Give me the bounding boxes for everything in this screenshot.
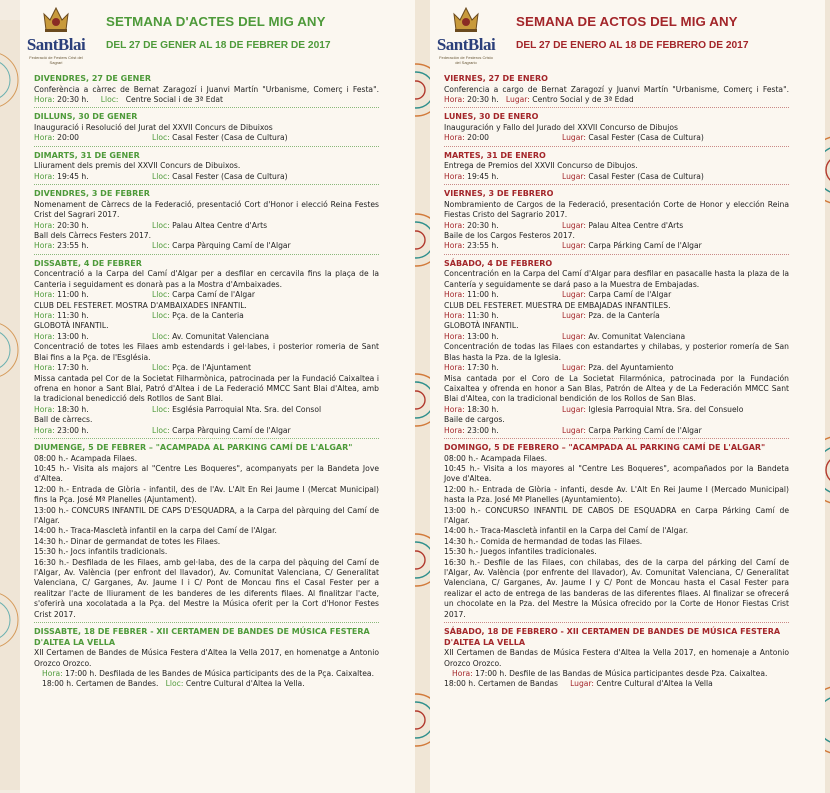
event-time-place: Hora: 19:45 h. Lloc: Casal Fester (Casa de Cultura): [34, 171, 288, 181]
event-time-place: Hora: 23:00 h. Lloc: Carpa Pàrquing Camí de l'Algar: [34, 425, 291, 435]
schedule-line: 14:30 h.- Comida de hermandad de todas las Filaes.: [444, 536, 643, 546]
event-text: GLOBOTÀ INFANTIL.: [444, 321, 519, 331]
programme-content: [34, 74, 379, 696]
event-time-place: Hora: 11:30 h. Lloc: Pça. de la Canteria: [34, 311, 244, 321]
event-text: Nomenament de Càrrecs de la Federació, presentació Cort d'Honor i elecció Reina Festes Crist del Sagrari 2017.: [34, 199, 379, 220]
day-heading: DIVENDRES, 3 DE FEBRER: [34, 189, 150, 199]
day-section-4-febrero: [444, 259, 789, 439]
event-time-place: Hora: 20:30 h. Lugar: Palau Altea Centre d'Arts: [444, 220, 684, 230]
programme-content: [444, 74, 789, 696]
event-text: Concentración de todas las Filaes con estandartes y chilabas, y posterior romería de San Blas hasta la Pza. de la Iglesia.: [444, 342, 789, 362]
event-time-place: Hora: 18:30 h. Lugar: Iglesia Parroquial Ntra. Sra. del Consuelo: [444, 404, 744, 414]
day-section-5-febrer: [34, 443, 379, 623]
event-time-place: Hora: 11:30 h. Lugar: Pza. de la Cantería: [444, 311, 660, 321]
event-text: GLOBOTÀ INFANTIL.: [34, 321, 109, 331]
event-time-place: Hora: 17:30 h. Lugar: Pza. del Ayuntamiento: [444, 363, 674, 373]
day-section-31-gener: [34, 151, 379, 185]
day-heading: DISSABTE, 18 DE FEBRER - XII CERTAMEN DE BANDES DE MÚSICA FESTERA D'ALTEA LA VELLA: [34, 627, 370, 647]
sant-blai-logo: [436, 4, 496, 65]
event-text: Inauguració i Resolució del Jurat del XXVII Concurs de Dibuixos: [34, 123, 273, 132]
schedule-line: 16:30 h.- Desfile de las Filaes, con chilabas, des de la carpa del párking del Camí de l'Algar, Av. València (por enfrente del llavador), Av. Comunitat Valenciana, C/ Generalitat Valenciana, C/ Garganes, Av. Jaume I y C/ Pont de Moncau hasta el Casal Fester para realizar el acto de entrega de las banderas de las diferentes filaes. Al finalizar se ofrecerá un chocolate en la Pza. del Mestre la Música ofrecido por la Corte de Honor Fiestas Crist 2017.: [444, 557, 789, 619]
event-time-place: Hora: 20:00 Lloc: Casal Fester (Casa de Cultura): [34, 133, 288, 143]
logo-subtext: Federación de Festeros Cristo del Sagrario: [439, 55, 493, 65]
event-text: Ball dels Càrrecs Festers 2017.: [34, 231, 152, 241]
schedule-line: 12:00 h.- Entrada de Glòria - infantil, des de l'Av. L'Alt En Rei Jaume I (Mercat Municipal) fins la Pça. José Mª Planelles (Ajuntament).: [34, 484, 379, 505]
day-heading: SÁBADO, 18 DE FEBRERO - XII CERTAMEN DE BANDES DE MÚSICA FESTERA D'ALTEA LA VELLA: [444, 627, 781, 647]
day-section-30-enero: [444, 112, 789, 146]
event-text: Concentració a la Carpa del Camí d'Algar per a desfilar en cercavila fins la plaça de la Canteria i seguidament es donarà pas a la Mostra d'Ambaixades.: [34, 269, 379, 289]
event-time-place: Hora: 23:00 h. Lugar: Carpa Parking Camí de l'Algar: [444, 425, 702, 435]
page-title: SETMANA D'ACTES DEL MIG ANY: [106, 14, 326, 29]
schedule-line: 08:00 h.- Acampada Filaes.: [34, 453, 138, 463]
schedule-line: 13:00 h.- CONCURSO INFANTIL DE CABOS DE ESQUADRA en Carpa Párking Camí de l'Algar.: [444, 505, 789, 525]
event-text: Concentració de totes les Filaes amb estendards i gel·labes, i posterior romeria de Sant Blai fins a la Pça. de l'Església.: [34, 342, 379, 362]
day-section-30-gener: [34, 112, 379, 146]
event-text: Misa cantada por el Coro de La Societat Filarmónica, patrocinada por la Fundación Caixaltea y ofrenda en honor a San Blas, Patrón de Altea y de La Federación MMCC Sant Blai d'Altea, con la tradicional bendición de los Rollos de San Blas.: [444, 373, 789, 404]
day-section-18-febrer: [34, 627, 379, 692]
event-text: Baile de cargos.: [444, 415, 505, 425]
day-section-3-febrero: [444, 189, 789, 255]
schedule-line: 12:00 h.- Entrada de Glòria - infanti, desde Av. L'Alt En Rei Jaume I (Mercado Municipal) hasta la Pza. José Mª Planelles (Ayuntamiento).: [444, 484, 789, 505]
event-time-place: Hora: 20:00 Lugar: Casal Fester (Casa de Cultura): [444, 133, 704, 143]
event-text: Lliurament dels premis del XXVII Concurs de Dibuixos.: [34, 161, 241, 171]
event-text: 18:00 h. Certamen de Bandas Lugar: Centre Cultural d'Altea la Vella: [444, 679, 713, 689]
day-heading: DIVENDRES, 27 DE GENER: [34, 74, 151, 83]
day-heading: DIMARTS, 31 DE GENER: [34, 150, 140, 160]
programme-panel-valencian: [20, 0, 415, 793]
event-time-place: Hora: 11:00 h. Lugar: Carpa Camí de l'Algar: [444, 290, 672, 300]
programme-panel-spanish: [430, 0, 825, 793]
schedule-line: 15:30 h.- Juegos infantiles tradicionales.: [444, 547, 597, 557]
event-text: Hora: 17:00 h. Desfilada de les Bandes de Música participants des de la Pça. Caixaltea.: [42, 669, 374, 679]
mandala-left-edge-decoration: [0, 20, 22, 790]
day-heading: VIERNES, 27 DE ENERO: [444, 74, 548, 83]
crown-helmet-icon: [40, 4, 72, 34]
logo-brand-text: SantBlai: [26, 35, 86, 54]
schedule-line: 14:00 h.- Traca-Mascletà infantil en la Carpa del Camí de l'Algar.: [444, 526, 689, 536]
day-heading: DISSABTE, 4 DE FEBRER: [34, 258, 142, 268]
day-heading: MARTES, 31 DE ENERO: [444, 150, 546, 160]
event-text: Baile de los Cargos Festeros 2017.: [444, 231, 575, 241]
event-time-place: Hora: 19:45 h. Lugar: Casal Fester (Casa de Cultura): [444, 171, 704, 181]
schedule-line: 08:00 h.- Acampada Filaes.: [444, 453, 548, 463]
schedule-line: 13:00 h.- CONCURS INFANTIL DE CAPS D'ESQUADRA, a la Carpa del pàrquing del Camí de l'Algar.: [34, 505, 379, 525]
sant-blai-logo: [26, 4, 86, 65]
event-text: 18:00 h. Certamen de Bandes. Lloc: Centre Cultural d'Altea la Vella.: [42, 679, 305, 689]
event-text: XII Certamen de Bandas de Música Festera d'Altea la Vella 2017, en homenaje a Antonio Orozco Orozco.: [444, 648, 789, 668]
event-text: Ball de càrrecs.: [34, 415, 93, 425]
page-date-range: DEL 27 DE GENER AL 18 DE FEBRER DE 2017: [106, 40, 331, 51]
day-heading: SÁBADO, 4 DE FEBRERO: [444, 258, 553, 268]
day-section-31-enero: [444, 151, 789, 185]
logo-brand-text: SantBlai: [436, 35, 496, 54]
event-text: Concentración en la Carpa del Camí d'Algar para desfilar en pasacalle hasta la plaza de la Cantería y seguidamente se dará paso a la Muestra de Embajadas.: [444, 269, 789, 289]
day-heading: DIUMENGE, 5 DE FEBRER – "ACAMPADA AL PARKING CAMÍ DE L'ALGAR": [34, 442, 353, 452]
logo-subtext: Federació de Festers Crist del Sagrari: [29, 55, 83, 65]
event-time-place: Hora: 11:00 h. Lloc: Carpa Camí de l'Algar: [34, 290, 256, 300]
event-text: CLUB DEL FESTERET. MOSTRA D'AMBAIXADES INFANTIL.: [34, 300, 247, 310]
page-date-range: DEL 27 DE ENERO AL 18 DE FEBRERO DE 2017: [516, 40, 749, 51]
event-time-place: Hora: 23:55 h. Lloc: Carpa Pàrquing Camí de l'Algar: [34, 241, 291, 251]
day-section-3-febrer: [34, 189, 379, 255]
event-text: Hora: 17:00 h. Desfile de las Bandas de Música participantes desde Pza. Caixaltea.: [452, 669, 768, 679]
day-section-4-febrer: [34, 259, 379, 439]
day-heading: LUNES, 30 DE ENERO: [444, 112, 539, 122]
day-heading: DOMINGO, 5 DE FEBRERO – "ACAMPADA AL PARKING CAMÍ DE L'ALGAR": [444, 442, 766, 452]
event-text: Conferencia a cargo de Bernat Zaragozí y Juanvi Martín "Urbanisme, Comerç i Festa". Hora: 20:30 h. Lugar: Centro Social y de 3ª Edad: [444, 84, 789, 104]
event-time-place: Hora: 18:30 h. Lloc: Església Parroquial Nta. Sra. del Consol: [34, 404, 322, 414]
event-time-place: Hora: 23:55 h. Lugar: Carpa Párking Camí de l'Algar: [444, 241, 702, 251]
schedule-line: 15:30 h.- Jocs infantils tradicionals.: [34, 547, 168, 557]
event-text: Nombramiento de Cargos de la Federació, presentación Corte de Honor y elección Reina Fiestas Cristo del Sagrario 2017.: [444, 199, 789, 220]
day-heading: DILLUNS, 30 DE GENER: [34, 112, 138, 122]
crown-helmet-icon: [450, 4, 482, 34]
event-text: Missa cantada pel Cor de la Societat Filharmònica, patrocinada per la Fundació Caixaltea i ofrena en honor a Sant Blai, Patró d'Altea i de La Federació MMCC Sant Blai d'Altea, amb la tradicional benedicció dels Rotllos de Sant Blai.: [34, 373, 379, 404]
panel-header: [20, 0, 415, 65]
schedule-line: 10:45 h.- Visita als majors al "Centre Les Boqueres", acompanyats per la Bandeta Jove d'Altea.: [34, 463, 379, 484]
day-section-27-gener: [34, 74, 379, 108]
event-time-place: Hora: 13:00 h. Lugar: Av. Comunitat Valenciana: [444, 331, 686, 341]
event-text: CLUB DEL FESTERET. MUESTRA DE EMBAJADAS INFANTILES.: [444, 300, 671, 310]
schedule-line: 16:30 h.- Desfilada de les Filaes, amb gel·laba, des de la carpa del pàquing del Camí de l'Algar, Av. València (per enfront del llavador), Av. Comunitat Valenciana, C/ Generalitat Valenciana, C/ Garganes, Av. Jaume I i C/ Pont de Moncau fins el Casal Fester per a realitzar l'acte de lliurament de les banderes de les diferents filaes. Al finalitzar l'acte, s'oferirà una xocolatada a la Pça. del Mestre la Música oferit per la Cort d'Honor Festes Crist 2017.: [34, 557, 379, 619]
schedule-line: 10:45 h.- Visita a los mayores al "Centre Les Boqueres", acompañados por la Bandeta Jove d'Altea.: [444, 463, 789, 484]
day-section-18-febrero: [444, 627, 789, 692]
event-time-place: Hora: 17:30 h. Lloc: Pça. de l'Ajuntament: [34, 363, 251, 373]
page-title: SEMANA DE ACTOS DEL MIG ANY: [516, 14, 738, 29]
schedule-line: 14:30 h.- Dinar de germandat de totes les Filaes.: [34, 536, 221, 546]
event-text: Conferència a càrrec de Bernat Zaragozí i Juanvi Martín "Urbanisme, Comerç i Festa". Hora: 20:30 h. Lloc: Centre Social i de 3ª Edat: [34, 84, 379, 104]
schedule-line: 14:00 h.- Traca-Mascletà infantil en la carpa del Camí de l'Algar.: [34, 526, 277, 536]
panel-header: [430, 0, 825, 65]
event-text: XII Certamen de Bandes de Música Festera d'Altea la Vella 2017, en homenatge a Antonio Orozco Orozco.: [34, 648, 379, 668]
day-section-27-enero: [444, 74, 789, 108]
event-text: Entrega de Premios del XXVII Concurso de Dibujos.: [444, 161, 638, 171]
event-time-place: Hora: 20:30 h. Lloc: Palau Altea Centre d'Arts: [34, 220, 268, 230]
event-text: Inauguración y Fallo del Jurado del XXVII Concurso de Dibujos: [444, 123, 678, 132]
day-heading: VIERNES, 3 DE FEBRERO: [444, 189, 554, 199]
event-time-place: Hora: 13:00 h. Lloc: Av. Comunitat Valenciana: [34, 331, 269, 341]
day-section-5-febrero: [444, 443, 789, 623]
